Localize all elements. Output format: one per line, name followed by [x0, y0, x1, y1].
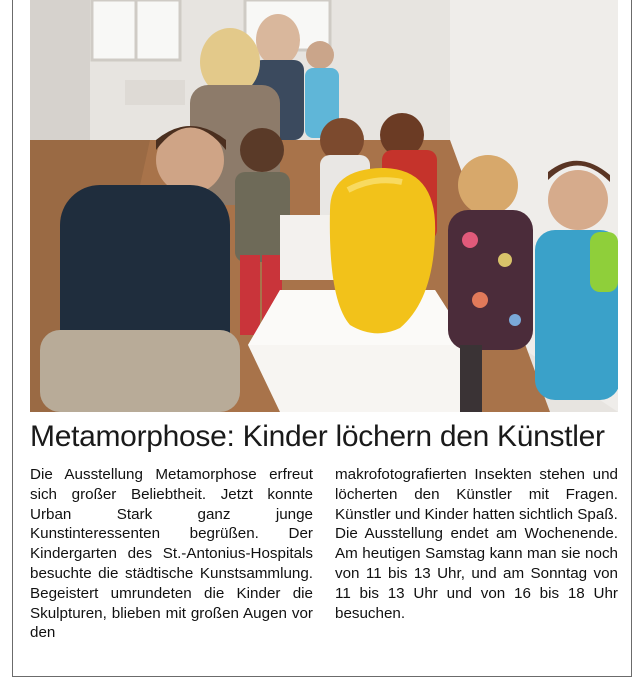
body-column-left — [30, 465, 313, 643]
girl-floral-jacket — [448, 210, 533, 350]
body-paragraph: Die Ausstellung endet am Wochenende. Am heutigen Samstag kann man sie noch von 11 bis 13 Uhr, und am Sonntag von 11 bis 13 Uhr und von 16 bis 18 Uhr besuchen. — [335, 525, 618, 622]
body-paragraph: makrofotografierten Insekten stehen und löcherten den Künstler mit Fragen. Künstler und Kinder hatten sichtlich Spaß. — [335, 466, 618, 523]
headline: Metamorphose: Kinder löchern den Künstler — [30, 420, 605, 453]
article-photo — [30, 0, 618, 412]
body-paragraph: Die Ausstellung Metamorphose erfreut sich großer Beliebtheit. Jetzt konnte Urban Stark ganz junge Kunstinteressenten begrüßen. Der Kindergarten des St.-Antonius-Hospitals besuchte die städtische Kunstsammlung. Begeistert umrundeten die Kinder die Skulpturen, blieben mit großen Augen vor den — [30, 466, 313, 642]
body-column-right — [335, 465, 618, 623]
photo-illustration — [30, 0, 618, 412]
